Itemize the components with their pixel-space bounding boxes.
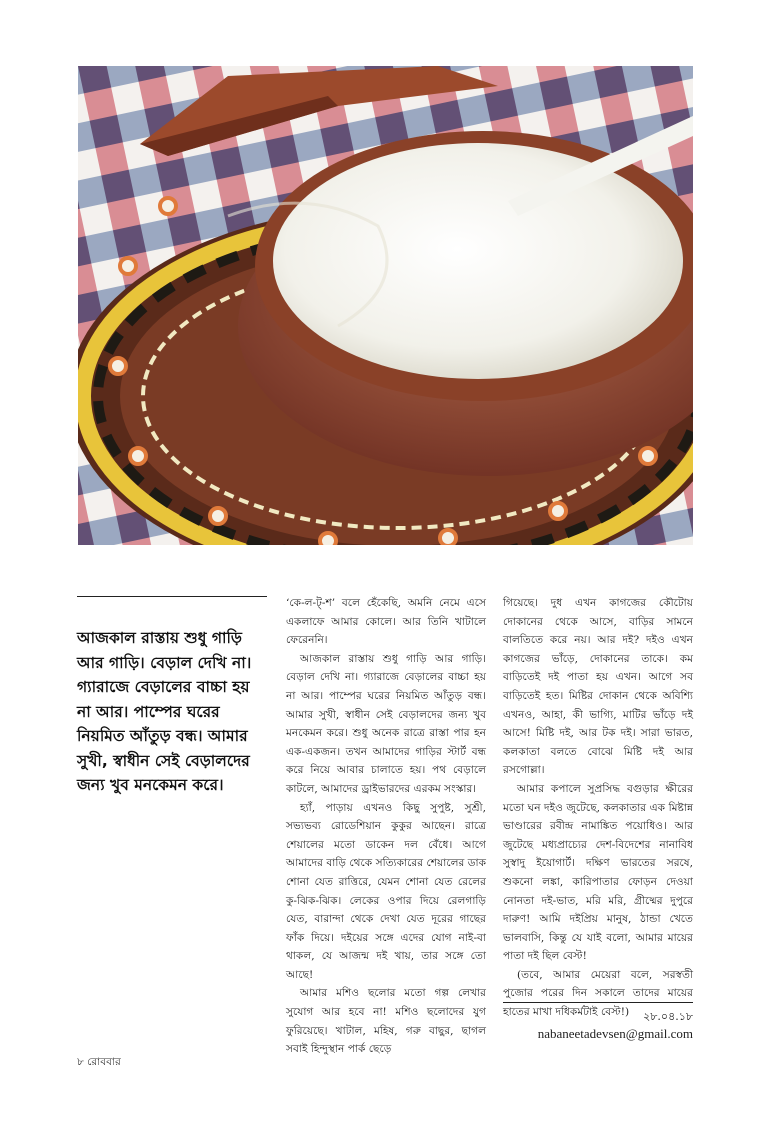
article-column-2	[503, 594, 693, 1022]
paragraph: আমার মশিও ছলোর মতো গল্প লেখার সুযোগ আর হবে না! মশিও ছলোদের যুগ ফুরিয়েছে। খাটাল, মহিষ, গরু বাছুর, ছাগল সবাই হিন্দুস্থান পার্ক ছেড়ে	[286, 987, 486, 1056]
left-top-rule	[77, 596, 267, 597]
article-column-1	[286, 594, 486, 1059]
author-email[interactable]: nabaneetadevsen@gmail.com	[537, 1026, 693, 1041]
article-photo	[78, 66, 693, 545]
article-date: ২৮.০৪.১৮	[643, 1010, 693, 1023]
signature-rule	[503, 1002, 693, 1003]
paragraph: ‘কে-ল-ট্-শ’ বলে হেঁকেছি, অমনি নেমে এসে একলাফে আমার কোলে। আর তিনি খাটালে ফেরেননি।	[286, 597, 486, 647]
yogurt-pot-icon	[78, 66, 693, 545]
page-footer: ৮ রোববার	[77, 1056, 121, 1068]
pull-quote: আজকাল রাস্তায় শুধু গাড়ি আর গাড়ি। বেড়াল দেখি না। গ্যারাজে বেড়ালের বাচ্চা হয় না আর। পাম্পের ঘরের নিয়মিত আঁতুড় বন্ধ। আমার সুখী, স্বাধীন সেই বেড়ালদের জন্য খুব মনকেমন করে।	[77, 629, 252, 794]
paragraph: (তবে, আমার মেয়েরা বলে, সরস্বতী পুজোর পরের দিন সকালে তাদের মায়ের হাতের মাখা দধিকর্মটাই বেস্ট!)	[503, 968, 693, 1019]
paragraph: হ্যাঁ, পাড়ায় এখনও কিছু সুপুষ্ট, সুশ্রী, সভ্যভব্য রোডেশিয়ান কুকুর আছেন। রাত্রে শেয়ালের মতো ডাকেন দল বেঁধে। আগে আমাদের বাড়ি থেকে সত্যিকারের শেয়ালের ডাক শোনা যেত রাত্তিরে, যেমন শোনা যেত রেলের কু-ঝিক-ঝিক। লেকের ওপার দিয়ে রেলগাড়ি যেত, বারান্দা থেকে দেখা যেত দূরের গাছের ফাঁক দিয়ে। দইয়ের সঙ্গে এদের যোগ নাই-বা থাকল, যে আজন্ম দই খায়, তার সঙ্গে তো আছে!	[286, 801, 486, 981]
paragraph: আজকাল রাস্তায় শুধু গাড়ি আর গাড়ি। বেড়াল দেখি না। গ্যারাজে বেড়ালের বাচ্চা হয় না আর। পাম্পের ঘরের নিয়মিত আঁতুড় বন্ধ। আমার সুখী, স্বাধীন সেই বেড়ালদের জন্য খুব মনকেমন করে। শুধু অনেক রাত্রে রাস্তা পার হন এক-একজন। তখন আমাদের গাড়ির স্টার্ট বন্ধ করে নিয়ে আবার চালাতে হয়। পথ বেড়ালে কাটলে, আমাদের ড্রাইভারদের এরকম সংস্কার।	[286, 652, 486, 795]
paragraph: গিয়েছে। দুধ এখন কাগজের কৌটোয় দোকানের থেকে আসে, বাড়ির সামনে বালতিতে করে নয়। আর দই? দইও এখন কাগজের ভাঁড়ে, দোকানের তাকে। কম বাড়িতেই দই পাতা হয় এখন। আগে সব বাড়িতেই হত। মিষ্টির দোকান থেকে অবিশ্যি এখনও, আহা, কী ভাগ্যি, মাটির ভাঁড়ে দই আসে! মিষ্টি দই, আর টক দই। সারা ভারত, কলকাতা বলতে বোঝে মিষ্টি দই আর রসগোল্লা।	[503, 597, 693, 777]
paragraph: আমার কপালে সুপ্রসিদ্ধ বগুড়ার ক্ষীরের মতো ঘন দইও জুটেছে, কলকাতার এক মিষ্টান্ন ভাণ্ডারের রবীন্দ্র নামাঙ্কিত পয়োধিও। আর জুটেছে মধ্যপ্রাচ্যের দেশ-বিদেশের নানাবিধ সুস্বাদু ইয়োগার্ট। দক্ষিণ ভারতের সরষে, শুকনো লঙ্কা, কারিপাতার ফোড়ন দেওয়া নোনতা দই-ভাত, মরি মরি, গ্রীষ্মের দুপুরে দারুণ! আমি দইপ্রিয় মানুষ, ঠান্ডা খেতে ভালবাসি, কিন্তু যে যাই বলো, আমার মায়ের পাতা দই ছিল বেস্ট!	[503, 782, 693, 963]
